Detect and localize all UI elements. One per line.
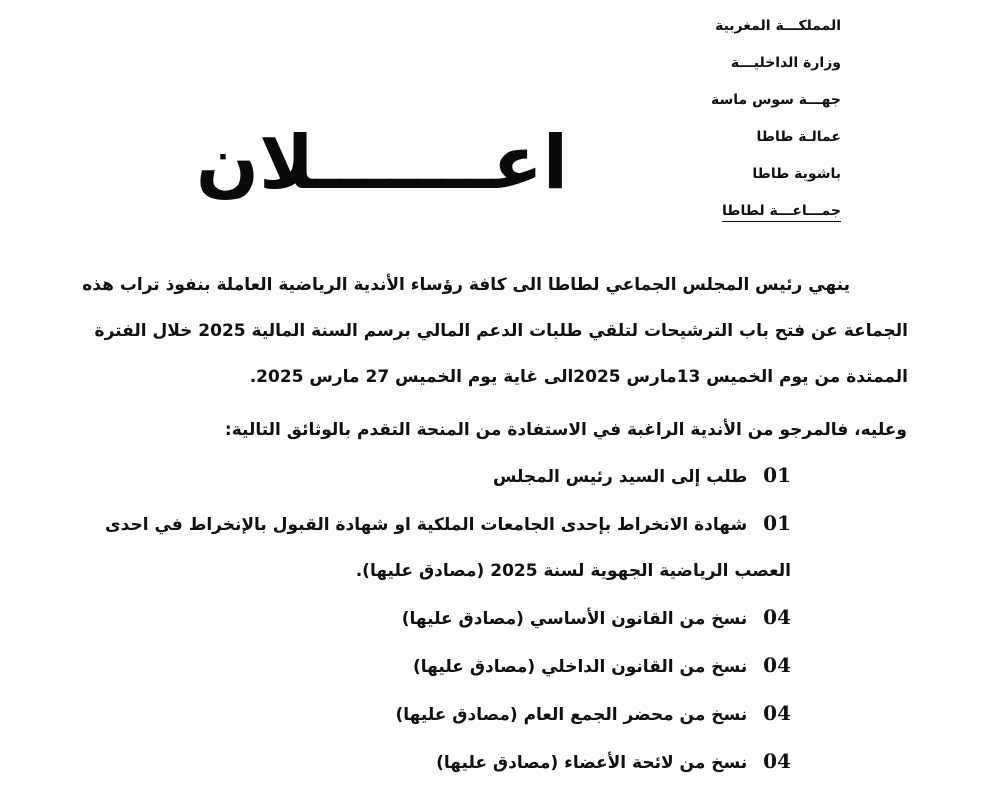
announcement-body [82, 262, 908, 400]
list-item [86, 642, 791, 690]
list-item-continuation [86, 548, 791, 594]
document-quantity: 04 [763, 749, 791, 773]
announcement-line-1: ينهي رئيس المجلس الجماعي لطاطا الى كافة رؤساء الأندية الرياضية العاملة بنفوذ تراب هذه [82, 275, 850, 295]
document-description: نسخ من القانون الداخلي (مصادق عليها) [413, 657, 748, 677]
document-description: نسخ من محضر الجمع العام (مصادق عليها) [395, 705, 748, 725]
document-quantity: 04 [763, 605, 791, 629]
official-header [691, 8, 841, 230]
announcement-title: اعـــــــلان [195, 120, 569, 206]
announcement-line-3: الممتدة من يوم الخميس 13مارس 2025الى غاية يوم الخميس 27 مارس 2025. [249, 367, 908, 387]
document-description: نسخ من القانون الأساسي (مصادق عليها) [401, 609, 748, 629]
header-province: عمالـة طاطا [756, 129, 841, 145]
header-kingdom: المملكـــة المغربية [715, 18, 841, 34]
required-documents-list [86, 452, 791, 773]
document-description: طلب إلى السيد رئيس المجلس [492, 467, 748, 487]
list-item [86, 500, 791, 548]
document-description: شهادة الانخراط بإحدى الجامعات الملكية او شهادة القبول بالإنخراط في احدى [105, 515, 748, 535]
header-commune: جمـــاعـــة لطاطا [722, 203, 841, 219]
document-quantity: 01 [763, 463, 791, 487]
document-quantity: 01 [763, 511, 791, 535]
document-quantity: 04 [763, 701, 791, 725]
list-item [86, 594, 791, 642]
announcement-line-2: الجماعة عن فتح باب الترشيحات لتلقي طلبات الدعم المالي برسم السنة المالية 2025 خلال الفترة [94, 321, 908, 341]
document-quantity: 04 [763, 653, 791, 677]
header-region: جهـــة سوس ماسة [711, 92, 841, 108]
header-ministry: وزارة الداخليـــة [730, 55, 841, 71]
list-item [86, 452, 791, 500]
list-item [86, 690, 791, 738]
list-item [86, 738, 791, 773]
documents-intro: وعليه، فالمرجو من الأندية الراغبة في الاستفادة من المنحة التقدم بالوثائق التالية: [224, 420, 907, 440]
header-pashalik: باشوية طاطا [752, 166, 841, 182]
document-description: العصب الرياضية الجهوية لسنة 2025 (مصادق عليها). [355, 561, 791, 581]
document-description: نسخ من لائحة الأعضاء (مصادق عليها) [436, 753, 748, 773]
